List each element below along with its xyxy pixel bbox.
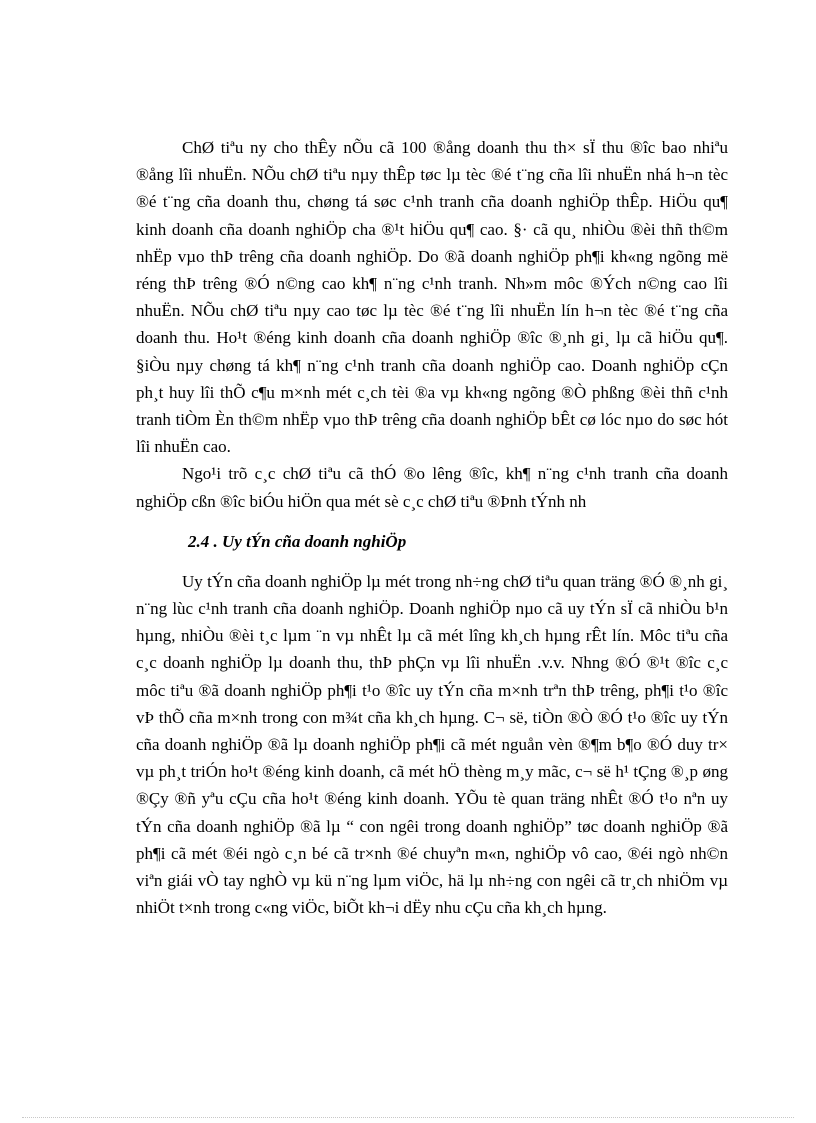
page-bottom-rule: [22, 1117, 794, 1118]
body-paragraph-1: ChØ tiªu ny cho thÊy nÕu cã 100 ®ång doanh thu th× sÏ thu ®îc bao nhiªu ®ång lîi nhuËn. NÕu chØ tiªu nµy thÊp tøc lµ tèc ®é t¨ng cña lîi nhuËn nhá h¬n tèc ®é t¨ng cña doanh thu, chøng tá søc c¹nh tranh cña doanh nghiÖp thÊp. HiÖu qu¶ kinh doanh cña doanh nghiÖp cha ®¹t hiÖu qu¶ cao. §· cã qu¸ nhiÒu ®èi thñ th©m nhËp vµo thÞ trêng cña doanh nghiÖp. Do ®ã doanh nghiÖp ph¶i kh«ng ngõng më réng thÞ trêng ®Ó n©ng cao kh¶ n¨ng c¹nh tranh. Nh»m môc ®Ých n©ng cao lîi nhuËn. NÕu chØ tiªu nµy cao tøc lµ tèc ®é t¨ng lîi nhuËn lín h¬n tèc ®é t¨ng cña doanh thu. Ho¹t ®éng kinh doanh cña doanh nghiÖp ®îc ®¸nh gi¸ lµ cã hiÖu qu¶. §iÒu nµy chøng tá kh¶ n¨ng c¹nh tranh cña doanh nghiÖp cao. Doanh nghiÖp cÇn ph¸t huy lîi thÕ c¶u m×nh mét c¸ch tèi ®a vµ kh«ng ngõng ®Ò phßng ®èi thñ c¹nh tranh tiÒm Èn th©m nhËp vµo thÞ trêng cña doanh nghiÖp bÊt cø lóc nµo do søc hót lîi nhuËn cao.: [136, 138, 728, 457]
body-paragraph-2: Ngo¹i trõ c¸c chØ tiªu cã thÓ ®o lêng ®îc, kh¶ n¨ng c¹nh tranh cña doanh nghiÖp cßn ®îc biÓu hiÖn qua mét sè c¸c chØ tiªu ®Þnh tÝnh nh: [136, 464, 728, 511]
document-page: [136, 134, 728, 921]
section-heading: 2.4 . Uy tÝn cña doanh nghiÖp: [188, 531, 407, 551]
body-paragraph-3: Uy tÝn cña doanh nghiÖp lµ mét trong nh÷ng chØ tiªu quan träng ®Ó ®¸nh gi¸ n¨ng lùc c¹nh tranh cña doanh nghiÖp. Doanh nghiÖp nµo cã uy tÝn sÏ cã nhiÒu b¹n hµng, nhiÒu ®èi t¸c lµm ¨n vµ nhÊt lµ cã mét lîng kh¸ch hµng rÊt lín. Môc tiªu cña c¸c doanh nghiÖp lµ doanh thu, thÞ phÇn vµ lîi nhuËn .v.v. Nhng ®Ó ®¹t ®îc c¸c môc tiªu ®ã doanh nghiÖp ph¶i t¹o ®îc uy tÝn cña m×nh trªn thÞ trêng, ph¶i t¹o ®îc vÞ thÕ cña m×nh trong con m¾t cña kh¸ch hµng. C¬ së, tiÒn ®Ò ®Ó t¹o ®îc uy tÝn cña doanh nghiÖp ®ã lµ doanh nghiÖp ph¶i cã mét nguån vèn ®¶m b¶o ®Ó duy tr× vµ ph¸t triÓn ho¹t ®éng kinh doanh, cã mét hÖ thèng m¸y mãc, c¬ së h¹ tÇng ®¸p øng ®Çy ®ñ yªu cÇu cña ho¹t ®éng kinh doanh. YÕu tè quan träng nhÊt ®Ó t¹o nªn uy tÝn cña doanh nghiÖp ®ã lµ “ con ngêi trong doanh nghiÖp” tøc doanh nghiÖp ®ã ph¶i cã mét ®éi ngò c¸n bé cã tr×nh ®é chuyªn m«n, nghiÖp vô cao, ®éi ngò nh©n viªn giái vÒ tay nghÒ vµ kü n¨ng lµm viÖc, hä lµ nh÷ng con ngêi cã tr¸ch nhiÖm vµ nhiÖt t×nh trong c«ng viÖc, biÕt kh¬i dËy nhu cÇu cña kh¸ch hµng.: [136, 571, 728, 918]
